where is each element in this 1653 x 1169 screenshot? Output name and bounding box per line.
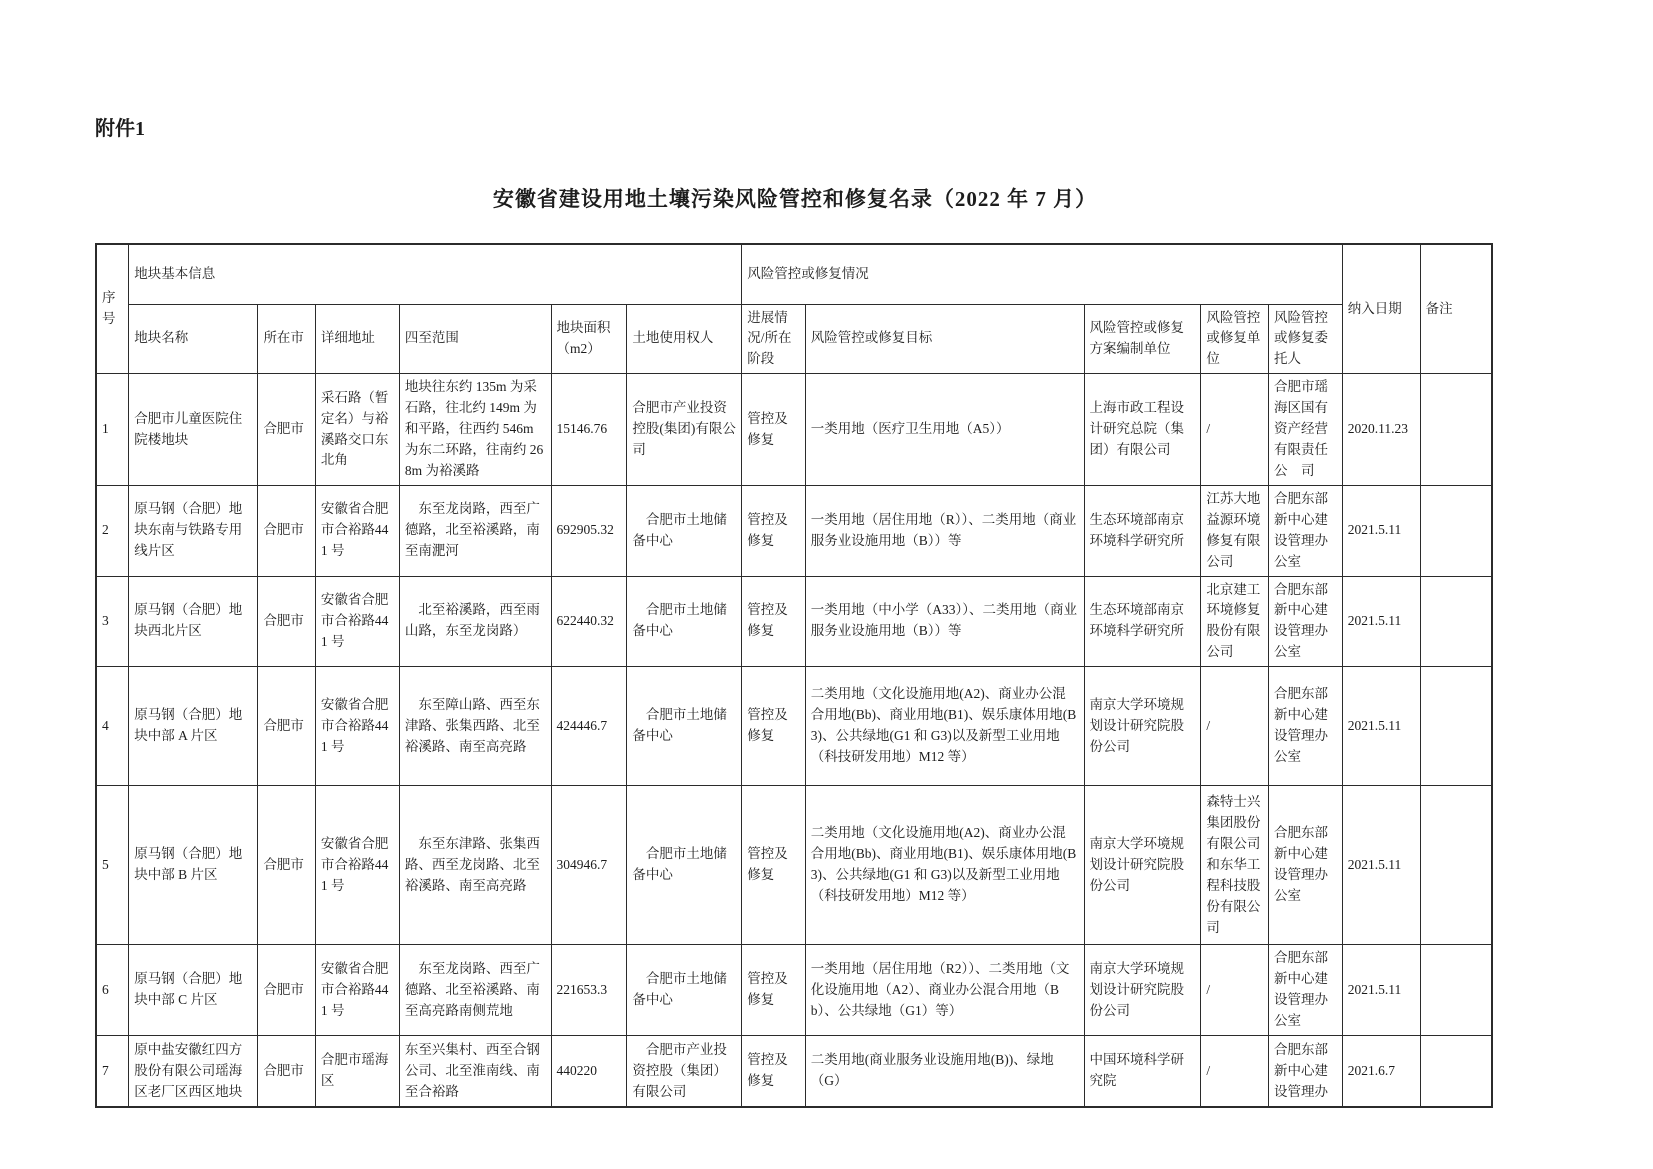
header-sub-row bbox=[96, 304, 1492, 374]
cell-client: 合肥东部新中心建设管理办公室 bbox=[1268, 945, 1342, 1036]
table-row bbox=[96, 945, 1492, 1036]
cell-repair-unit: 江苏大地益源环境修复有限公司 bbox=[1201, 485, 1269, 576]
cell-remark bbox=[1420, 576, 1492, 667]
cell-area: 692905.32 bbox=[551, 485, 627, 576]
cell-plan-unit: 南京大学环境规划设计研究院股份公司 bbox=[1084, 786, 1201, 945]
cell-client: 合肥东部新中心建设管理办公室 bbox=[1268, 485, 1342, 576]
cell-plot-name: 原马钢（合肥）地块中部 B 片区 bbox=[129, 786, 258, 945]
cell-city: 合肥市 bbox=[258, 576, 315, 667]
cell-city: 合肥市 bbox=[258, 786, 315, 945]
risk-control-table bbox=[95, 243, 1493, 1108]
cell-boundary: 东至障山路、西至东津路、张集西路、北至裕溪路、南至高亮路 bbox=[399, 667, 551, 786]
header-serial: 序号 bbox=[96, 244, 129, 374]
cell-serial: 2 bbox=[96, 485, 129, 576]
document-content bbox=[95, 112, 1495, 1108]
cell-progress: 管控及修复 bbox=[742, 576, 806, 667]
table-row bbox=[96, 374, 1492, 486]
cell-serial: 5 bbox=[96, 786, 129, 945]
cell-repair-unit: 北京建工环境修复股份有限公司 bbox=[1201, 576, 1269, 667]
cell-target: 二类用地(商业服务业设施用地(B))、绿地（G） bbox=[805, 1035, 1084, 1107]
header-group-row bbox=[96, 244, 1492, 304]
cell-date: 2021.6.7 bbox=[1342, 1035, 1420, 1107]
cell-plot-name: 原马钢（合肥）地块中部 A 片区 bbox=[129, 667, 258, 786]
cell-plot-name: 原中盐安徽红四方股份有限公司瑶海区老厂区西区地块 bbox=[129, 1035, 258, 1107]
cell-progress: 管控及修复 bbox=[742, 374, 806, 486]
cell-target: 一类用地（中小学（A33））、二类用地（商业服务业设施用地（B））等 bbox=[805, 576, 1084, 667]
cell-land-user: 合肥市土地储备中心 bbox=[627, 576, 742, 667]
cell-progress: 管控及修复 bbox=[742, 786, 806, 945]
cell-serial: 6 bbox=[96, 945, 129, 1036]
header-remark: 备注 bbox=[1420, 244, 1492, 374]
cell-serial: 3 bbox=[96, 576, 129, 667]
cell-city: 合肥市 bbox=[258, 945, 315, 1036]
cell-progress: 管控及修复 bbox=[742, 667, 806, 786]
cell-plot-name: 合肥市儿童医院住院楼地块 bbox=[129, 374, 258, 486]
cell-remark bbox=[1420, 374, 1492, 486]
header-basic-info-group: 地块基本信息 bbox=[129, 244, 742, 304]
header-date: 纳入日期 bbox=[1342, 244, 1420, 374]
cell-date: 2021.5.11 bbox=[1342, 667, 1420, 786]
cell-remark bbox=[1420, 667, 1492, 786]
cell-date: 2021.5.11 bbox=[1342, 485, 1420, 576]
cell-remark bbox=[1420, 1035, 1492, 1107]
cell-plan-unit: 上海市政工程设计研究总院（集团）有限公司 bbox=[1084, 374, 1201, 486]
cell-area: 15146.76 bbox=[551, 374, 627, 486]
cell-progress: 管控及修复 bbox=[742, 945, 806, 1036]
header-address: 详细地址 bbox=[315, 304, 399, 374]
cell-area: 440220 bbox=[551, 1035, 627, 1107]
cell-serial: 7 bbox=[96, 1035, 129, 1107]
table-row bbox=[96, 576, 1492, 667]
cell-plan-unit: 生态环境部南京环境科学研究所 bbox=[1084, 485, 1201, 576]
cell-plot-name: 原马钢（合肥）地块东南与铁路专用线片区 bbox=[129, 485, 258, 576]
cell-repair-unit: / bbox=[1201, 374, 1269, 486]
cell-date: 2021.5.11 bbox=[1342, 786, 1420, 945]
cell-remark bbox=[1420, 485, 1492, 576]
cell-land-user: 合肥市土地储备中心 bbox=[627, 786, 742, 945]
cell-date: 2021.5.11 bbox=[1342, 945, 1420, 1036]
cell-land-user: 合肥市产业投资控股（集团）有限公司 bbox=[627, 1035, 742, 1107]
cell-address: 合肥市瑶海区 bbox=[315, 1035, 399, 1107]
cell-area: 221653.3 bbox=[551, 945, 627, 1036]
attachment-label: 附件1 bbox=[95, 118, 145, 140]
table-row bbox=[96, 1035, 1492, 1107]
cell-plan-unit: 南京大学环境规划设计研究院股份公司 bbox=[1084, 945, 1201, 1036]
cell-boundary: 北至裕溪路，西至雨山路，东至龙岗路） bbox=[399, 576, 551, 667]
cell-client: 合肥东部新中心建设管理办公室 bbox=[1268, 786, 1342, 945]
header-progress: 进展情况/所在阶段 bbox=[742, 304, 806, 374]
cell-city: 合肥市 bbox=[258, 485, 315, 576]
cell-land-user: 合肥市土地储备中心 bbox=[627, 667, 742, 786]
cell-repair-unit: / bbox=[1201, 945, 1269, 1036]
cell-client: 合肥东部新中心建设管理办公室 bbox=[1268, 576, 1342, 667]
cell-plot-name: 原马钢（合肥）地块中部 C 片区 bbox=[129, 945, 258, 1036]
cell-target: 一类用地（居住用地（R））、二类用地（商业服务业设施用地（B））等 bbox=[805, 485, 1084, 576]
cell-target: 二类用地（文化设施用地(A2)、商业办公混合用地(Bb)、商业用地(B1)、娱乐康体用地(B3)、公共绿地(G1 和 G3)以及新型工业用地（科技研发用地）M12 等） bbox=[805, 667, 1084, 786]
cell-progress: 管控及修复 bbox=[742, 1035, 806, 1107]
cell-land-user: 合肥市土地储备中心 bbox=[627, 485, 742, 576]
header-plan-unit: 风险管控或修复方案编制单位 bbox=[1084, 304, 1201, 374]
cell-remark bbox=[1420, 945, 1492, 1036]
cell-boundary: 地块往东约 135m 为采石路，往北约 149m 为和平路，往西约 546m 为东二环路，往南约 268m 为裕溪路 bbox=[399, 374, 551, 486]
cell-target: 二类用地（文化设施用地(A2)、商业办公混合用地(Bb)、商业用地(B1)、娱乐康体用地(B3)、公共绿地(G1 和 G3)以及新型工业用地（科技研发用地）M12 等） bbox=[805, 786, 1084, 945]
cell-progress: 管控及修复 bbox=[742, 485, 806, 576]
cell-serial: 4 bbox=[96, 667, 129, 786]
cell-client: 合肥东部新中心建设管理办 bbox=[1268, 1035, 1342, 1107]
table-row bbox=[96, 786, 1492, 945]
cell-city: 合肥市 bbox=[258, 1035, 315, 1107]
cell-area: 304946.7 bbox=[551, 786, 627, 945]
cell-date: 2020.11.23 bbox=[1342, 374, 1420, 486]
cell-land-user: 合肥市产业投资控股(集团)有限公司 bbox=[627, 374, 742, 486]
cell-repair-unit: / bbox=[1201, 1035, 1269, 1107]
header-land-user: 土地使用权人 bbox=[627, 304, 742, 374]
cell-serial: 1 bbox=[96, 374, 129, 486]
header-risk-group: 风险管控或修复情况 bbox=[742, 244, 1343, 304]
cell-boundary: 东至东津路、张集西路、西至龙岗路、北至裕溪路、南至高亮路 bbox=[399, 786, 551, 945]
cell-address: 安徽省合肥市合裕路441 号 bbox=[315, 945, 399, 1036]
cell-boundary: 东至龙岗路，西至广德路，北至裕溪路，南至南淝河 bbox=[399, 485, 551, 576]
cell-plan-unit: 南京大学环境规划设计研究院股份公司 bbox=[1084, 667, 1201, 786]
cell-city: 合肥市 bbox=[258, 374, 315, 486]
cell-address: 采石路（暂定名）与裕溪路交口东北角 bbox=[315, 374, 399, 486]
cell-plan-unit: 生态环境部南京环境科学研究所 bbox=[1084, 576, 1201, 667]
cell-address: 安徽省合肥市合裕路441 号 bbox=[315, 667, 399, 786]
cell-client: 合肥东部新中心建设管理办公室 bbox=[1268, 667, 1342, 786]
header-client: 风险管控或修复委托人 bbox=[1268, 304, 1342, 374]
cell-boundary: 东至龙岗路、西至广德路、北至裕溪路、南至高亮路南侧荒地 bbox=[399, 945, 551, 1036]
cell-area: 424446.7 bbox=[551, 667, 627, 786]
cell-remark bbox=[1420, 786, 1492, 945]
cell-address: 安徽省合肥市合裕路441 号 bbox=[315, 485, 399, 576]
cell-target: 一类用地（居住用地（R2））、二类用地（文化设施用地（A2）、商业办公混合用地（Bb）、公共绿地（G1）等） bbox=[805, 945, 1084, 1036]
cell-repair-unit: 森特士兴集团股份有限公司和东华工程科技股份有限公司 bbox=[1201, 786, 1269, 945]
cell-area: 622440.32 bbox=[551, 576, 627, 667]
cell-date: 2021.5.11 bbox=[1342, 576, 1420, 667]
cell-address: 安徽省合肥市合裕路441 号 bbox=[315, 786, 399, 945]
header-city: 所在市 bbox=[258, 304, 315, 374]
cell-boundary: 东至兴集村、西至合钢公司、北至淮南线、南至合裕路 bbox=[399, 1035, 551, 1107]
header-target: 风险管控或修复目标 bbox=[805, 304, 1084, 374]
cell-address: 安徽省合肥市合裕路441 号 bbox=[315, 576, 399, 667]
cell-repair-unit: / bbox=[1201, 667, 1269, 786]
header-plot-name: 地块名称 bbox=[129, 304, 258, 374]
cell-plan-unit: 中国环境科学研究院 bbox=[1084, 1035, 1201, 1107]
cell-land-user: 合肥市土地储备中心 bbox=[627, 945, 742, 1036]
table-row bbox=[96, 485, 1492, 576]
cell-plot-name: 原马钢（合肥）地块西北片区 bbox=[129, 576, 258, 667]
header-area: 地块面积（m2） bbox=[551, 304, 627, 374]
cell-city: 合肥市 bbox=[258, 667, 315, 786]
table-row bbox=[96, 667, 1492, 786]
page-title: 安徽省建设用地土壤污染风险管控和修复名录（2022 年 7 月） bbox=[492, 187, 1098, 211]
cell-target: 一类用地（医疗卫生用地（A5）） bbox=[805, 374, 1084, 486]
header-boundary: 四至范围 bbox=[399, 304, 551, 374]
header-repair-unit: 风险管控或修复单位 bbox=[1201, 304, 1269, 374]
cell-client: 合肥市瑶海区国有资产经营有限责任公 司 bbox=[1268, 374, 1342, 486]
